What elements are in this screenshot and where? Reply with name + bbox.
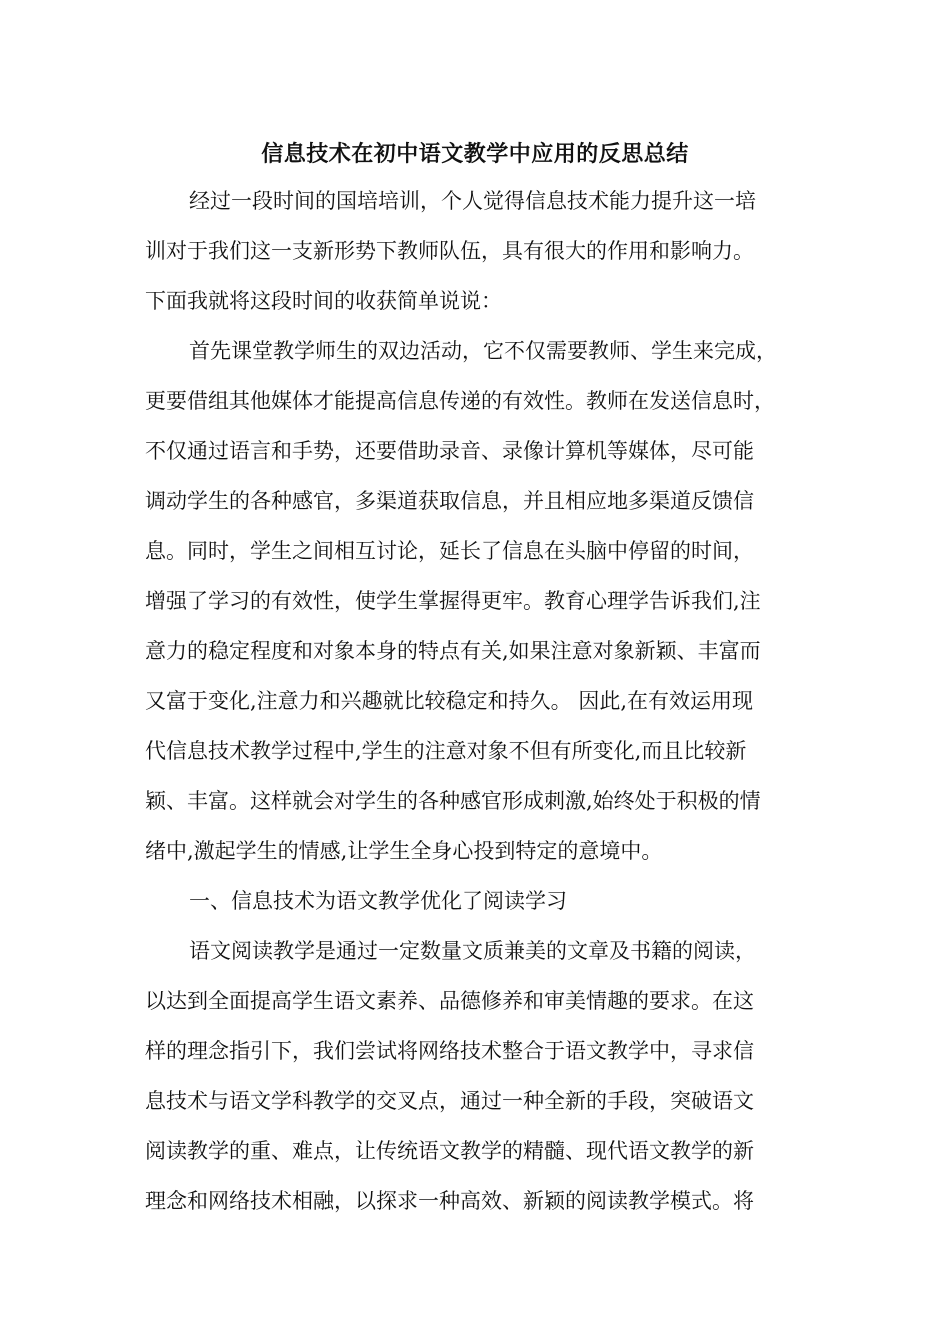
paragraph-2-line-8: 又富于变化,注意力和兴趣就比较稳定和持久。 因此,在有效运用现 [145, 689, 754, 713]
paragraph-2-line-3: 不仅通过语言和手势，还要借助录音、录像计算机等媒体，尽可能 [145, 439, 754, 463]
paragraph-3-line-5: 阅读教学的重、难点，让传统语文教学的精髓、现代语文教学的新 [145, 1139, 754, 1163]
paragraph-2-line-11: 绪中,激起学生的情感,让学生全身心投到特定的意境中。 [145, 839, 663, 863]
paragraph-2-line-2: 更要借组其他媒体才能提高信息传递的有效性。教师在发送信息时， [145, 389, 775, 413]
paragraph-2-line-1: 首先课堂教学师生的双边活动，它不仅需要教师、学生来完成， [189, 339, 777, 363]
paragraph-2-line-7: 意力的稳定程度和对象本身的特点有关,如果注意对象新颖、丰富而 [145, 639, 761, 663]
paragraph-1-line-2: 训对于我们这一支新形势下教师队伍，具有很大的作用和影响力。 [145, 239, 754, 263]
paragraph-2-line-4: 调动学生的各种感官，多渠道获取信息，并且相应地多渠道反馈信 [145, 489, 754, 513]
paragraph-2-line-10: 颖、丰富。这样就会对学生的各种感官形成刺激,始终处于积极的情 [145, 789, 761, 813]
paragraph-3-line-4: 息技术与语文学科教学的交叉点，通过一种全新的手段，突破语文 [145, 1089, 754, 1113]
paragraph-2-line-6: 增强了学习的有效性，使学生掌握得更牢。教育心理学告诉我们,注 [145, 589, 761, 613]
document-body [145, 182, 820, 1232]
paragraph-2-line-9: 代信息技术教学过程中,学生的注意对象不但有所变化,而且比较新 [145, 739, 747, 763]
paragraph-1-line-1: 经过一段时间的国培培训，个人觉得信息技术能力提升这一培 [189, 189, 756, 213]
paragraph-3-line-6: 理念和网络技术相融，以探求一种高效、新颖的阅读教学模式。将 [145, 1189, 754, 1213]
paragraph-1-line-3: 下面我就将这段时间的收获简单说说： [145, 289, 502, 313]
section-heading-1: 一、信息技术为语文教学优化了阅读学习 [189, 889, 567, 913]
paragraph-3-line-1: 语文阅读教学是通过一定数量文质兼美的文章及书籍的阅读， [189, 939, 756, 963]
paragraph-3-line-3: 样的理念指引下，我们尝试将网络技术整合于语文教学中，寻求信 [145, 1039, 754, 1063]
paragraph-2-line-5: 息。同时，学生之间相互讨论，延长了信息在头脑中停留的时间， [145, 539, 754, 563]
paragraph-3-line-2: 以达到全面提高学生语文素养、品德修养和审美情趣的要求。在这 [145, 989, 754, 1013]
document-title: 信息技术在初中语文教学中应用的反思总结 [261, 141, 689, 167]
